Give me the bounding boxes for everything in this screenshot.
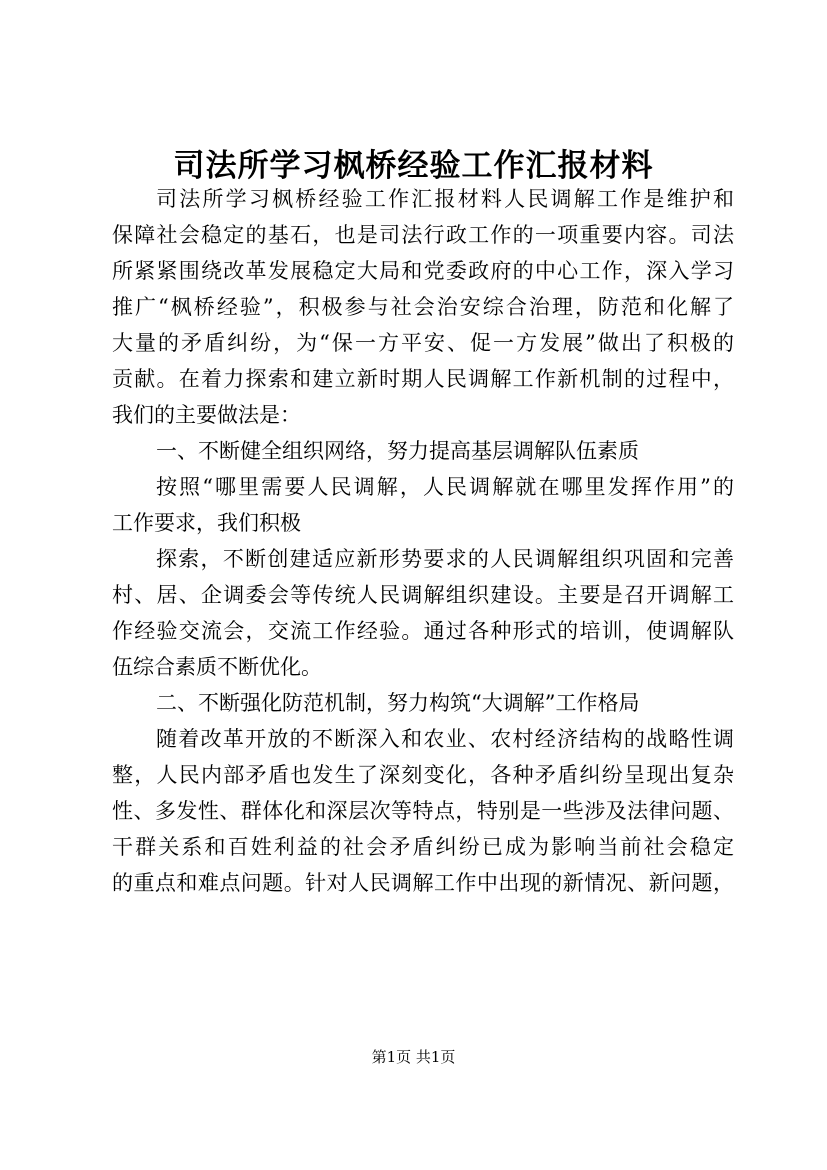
body-line: 司法所学习枫桥经验工作汇报材料人民调解工作是维护和 <box>156 187 734 211</box>
body-line: 村、居、企调委会等传统人民调解组织建设。主要是召开调解工 <box>112 583 734 607</box>
body-line: 按照“哪里需要人民调解，人民调解就在哪里发挥作用”的 <box>156 475 734 499</box>
body-line: 整，人民内部矛盾也发生了深刻变化，各种矛盾纠纷呈现出复杂 <box>112 763 734 787</box>
body-line: 随着改革开放的不断深入和农业、农村经济结构的战略性调 <box>156 727 734 751</box>
document-body <box>112 181 734 901</box>
page-number-footer: 第1页 共1页 <box>371 1048 456 1066</box>
body-line: 我们的主要做法是： <box>112 403 301 427</box>
body-line: 所紧紧围绕改革发展稳定大局和党委政府的中心工作，深入学习 <box>112 259 734 283</box>
section-heading: 一、不断健全组织网络，努力提高基层调解队伍素质 <box>156 439 639 463</box>
document-title: 司法所学习枫桥经验工作汇报材料 <box>173 148 654 184</box>
body-line: 作经验交流会，交流工作经验。通过各种形式的培训，使调解队 <box>112 619 734 643</box>
body-line: 推广“枫桥经验”，积极参与社会治安综合治理，防范和化解了 <box>112 295 734 319</box>
body-line: 伍综合素质不断优化。 <box>112 655 322 679</box>
body-line: 的重点和难点问题。针对人民调解工作中出现的新情况、新问题， <box>112 871 734 895</box>
body-line: 工作要求，我们积极 <box>112 511 301 535</box>
body-line: 大量的矛盾纠纷，为“保一方平安、促一方发展”做出了积极的 <box>112 331 734 355</box>
body-line: 性、多发性、群体化和深层次等特点，特别是一些涉及法律问题、 <box>112 799 734 823</box>
body-line: 探索，不断创建适应新形势要求的人民调解组织巩固和完善 <box>156 547 734 571</box>
body-line: 贡献。在着力探索和建立新时期人民调解工作新机制的过程中， <box>112 367 734 391</box>
section-heading: 二、不断强化防范机制，努力构筑“大调解”工作格局 <box>156 691 640 715</box>
body-line: 保障社会稳定的基石，也是司法行政工作的一项重要内容。司法 <box>112 223 734 247</box>
body-line: 干群关系和百姓利益的社会矛盾纠纷已成为影响当前社会稳定 <box>112 835 734 859</box>
